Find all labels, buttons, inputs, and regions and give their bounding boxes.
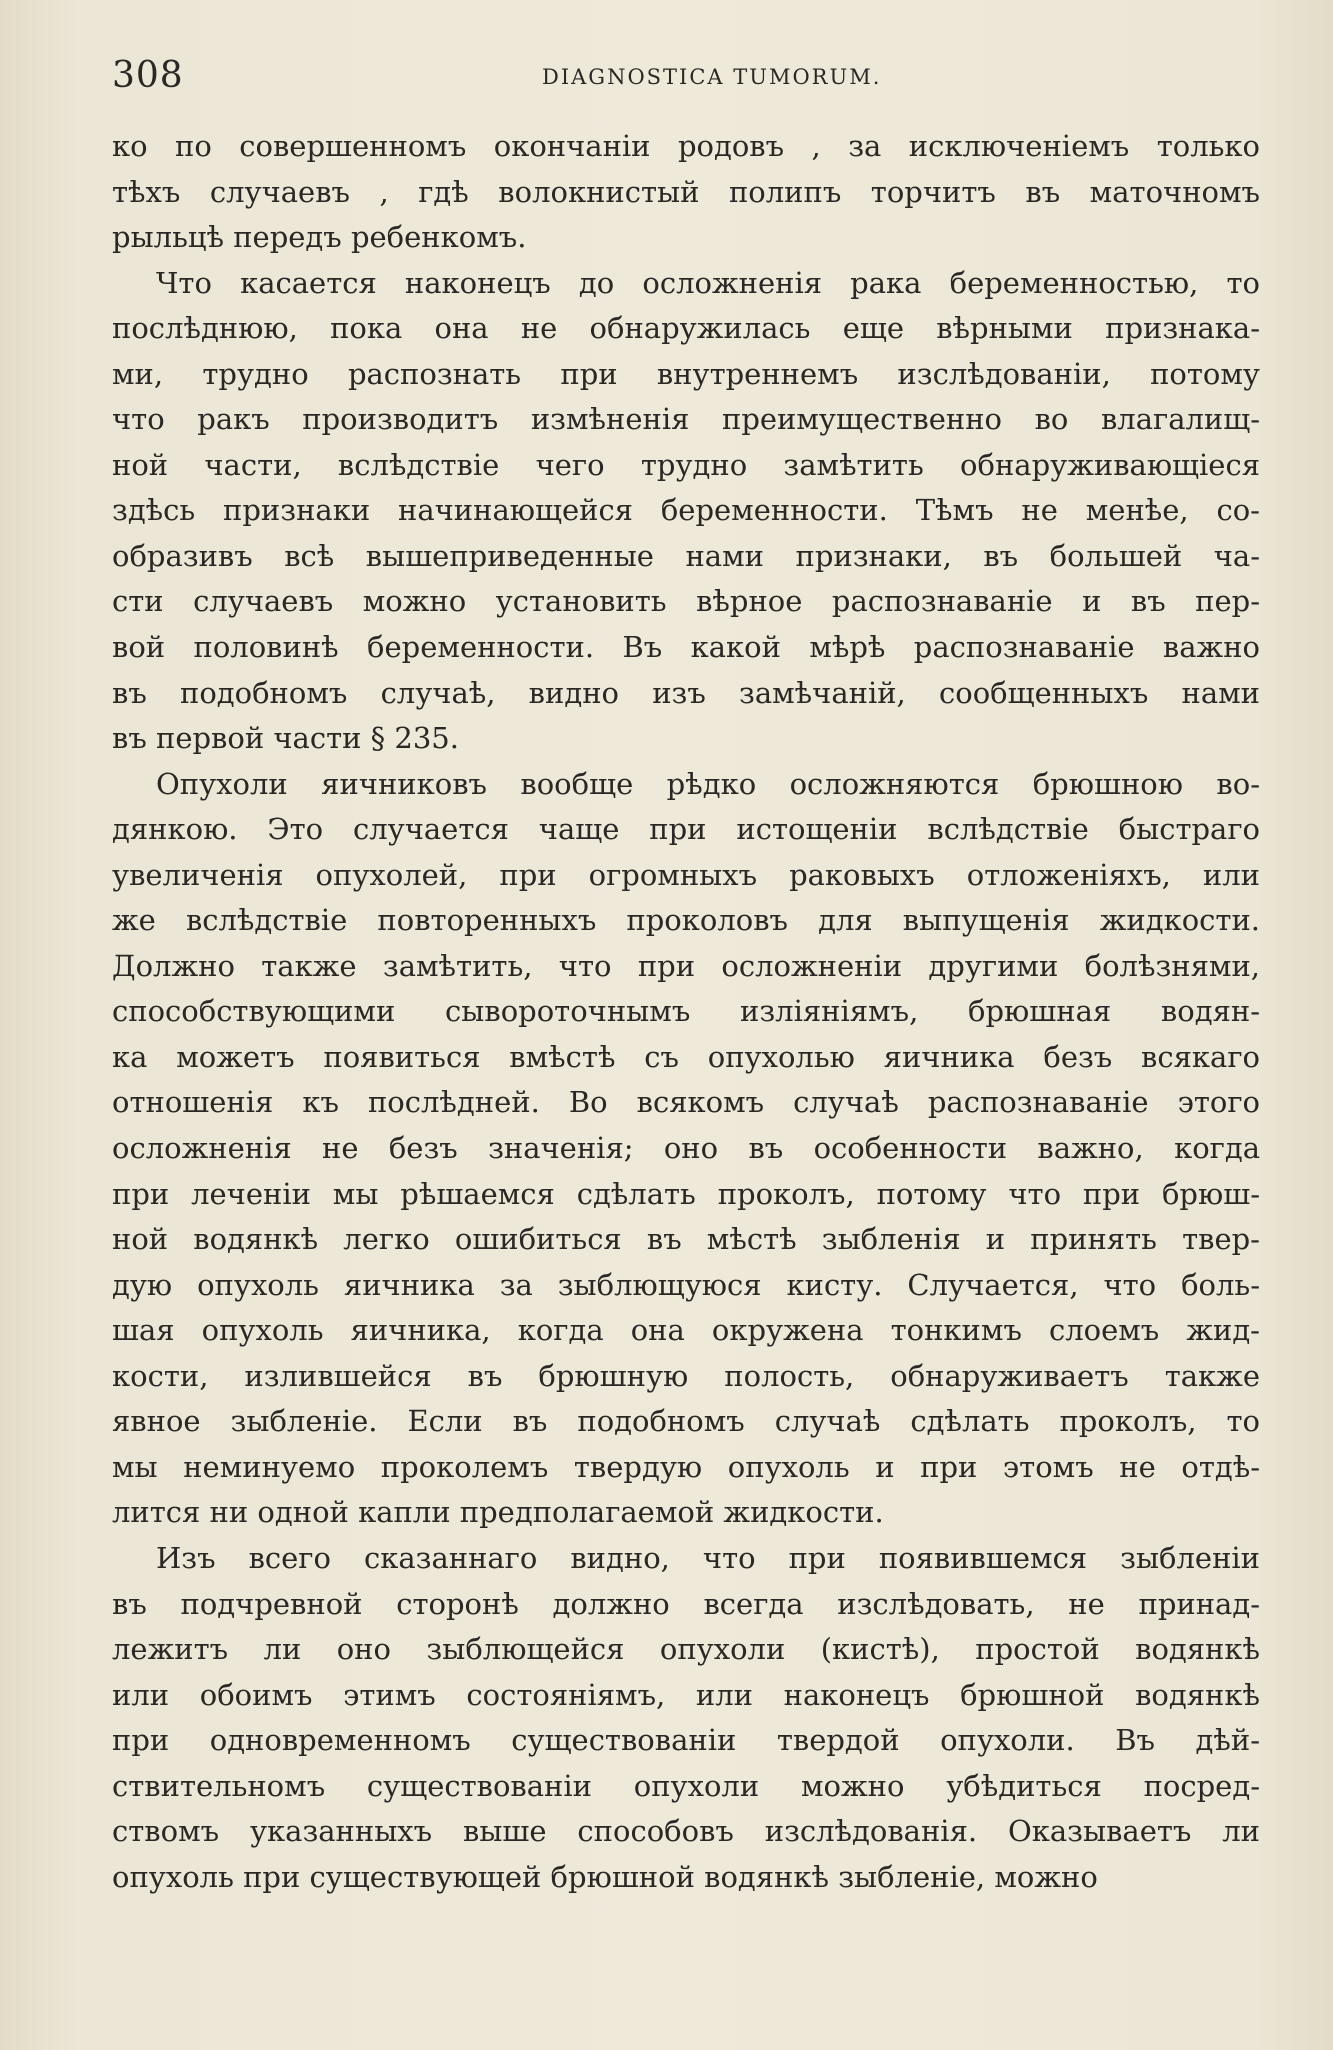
text-line: послѣднюю, пока она не обнаружилась еще вѣрными признака-: [112, 311, 1260, 346]
text-line: при леченiи мы рѣшаемся сдѣлать проколъ, потому что при брюш-: [112, 1176, 1260, 1211]
text-line: ми, трудно распознать при внутреннемъ изслѣдованiи, потому: [112, 356, 1260, 391]
text-line: въ первой части § 235.: [112, 721, 459, 756]
text-line: кости, излившейся въ брюшную полость, обнаруживаетъ также: [112, 1358, 1260, 1393]
text-line: при одновременномъ существованiи твердой опухоли. Въ дѣй-: [112, 1723, 1260, 1758]
text-line: шая опухоль яичника, когда она окружена тонкимъ слоемъ жид-: [112, 1313, 1260, 1348]
text-line: ко по совершенномъ окончанiи родовъ , за исключенiемъ только: [112, 129, 1260, 163]
paragraph: [112, 124, 1260, 261]
text-line: Что касается наконецъ до осложненiя рака беременностью, то: [156, 265, 1260, 300]
text-line: лежитъ ли оно зыблющейся опухоли (кистѣ), простой водянкѣ: [112, 1632, 1260, 1667]
text-line: явное зыбленiе. Если въ подобномъ случаѣ сдѣлать проколъ, то: [112, 1404, 1260, 1439]
paragraph: [112, 762, 1260, 1536]
text-line: или обоимъ этимъ состоянiямъ, или наконецъ брюшной водянкѣ: [112, 1677, 1260, 1712]
text-line: ствомъ указанныхъ выше способовъ изслѣдованiя. Оказываетъ ли: [112, 1814, 1260, 1849]
text-line: мы неминуемо проколемъ твердую опухоль и при этомъ не отдѣ-: [112, 1449, 1260, 1484]
text-line: отношенiя къ послѣдней. Во всякомъ случаѣ распознаванiе этого: [112, 1085, 1260, 1120]
page-number: 308: [112, 55, 184, 96]
running-head: DIAGNOSTICA TUMORUM.: [542, 65, 882, 89]
text-line: увеличенiя опухолей, при огромныхъ раковыхъ отложенiяхъ, или: [112, 857, 1260, 892]
text-line: въ подчревной сторонѣ должно всегда изслѣдовать, не принад-: [112, 1586, 1260, 1621]
text-line: дянкою. Это случается чаще при истощенiи вслѣдствiе быстраго: [112, 812, 1260, 847]
text-line: здѣсь признаки начинающейся беременности. Тѣмъ не менѣе, со-: [112, 493, 1260, 528]
text-line: ной части, вслѣдствiе чего трудно замѣтить обнаруживающiеся: [112, 447, 1260, 482]
text-line: тѣхъ случаевъ , гдѣ волокнистый полипъ торчитъ въ маточномъ: [112, 174, 1260, 209]
paragraph: [112, 261, 1260, 762]
text-line: опухоль при существующей брюшной водянкѣ зыбленiе, можно: [112, 1859, 1098, 1894]
text-line: способствующими сывороточнымъ излiянiямъ, брюшная водян-: [112, 994, 1260, 1029]
text-line: въ подобномъ случаѣ, видно изъ замѣчанiй, сообщенныхъ нами: [112, 675, 1260, 710]
text-line: вой половинѣ беременности. Въ какой мѣрѣ распознаванiе важно: [112, 630, 1260, 665]
paragraph: [112, 1536, 1260, 1900]
text-line: Опухоли яичниковъ вообще рѣдко осложняются брюшною во-: [156, 766, 1260, 801]
text-line: осложненiя не безъ значенiя; оно въ особенности важно, когда: [112, 1131, 1260, 1166]
text-line: ной водянкѣ легко ошибиться въ мѣстѣ зыбленiя и принять твер-: [112, 1222, 1260, 1257]
text-line: ствительномъ существованiи опухоли можно убѣдиться посред-: [112, 1768, 1260, 1803]
text-line: образивъ всѣ вышеприведенные нами признаки, въ большей ча-: [112, 538, 1260, 573]
text-line: рыльцѣ передъ ребенкомъ.: [112, 220, 527, 255]
text-line: ка можетъ появиться вмѣстѣ съ опухолью яичника безъ всякаго: [112, 1039, 1260, 1074]
text-line: же вслѣдствiе повторенныхъ проколовъ для выпущенiя жидкости.: [112, 903, 1260, 938]
body-text: [112, 124, 1260, 1900]
text-line: лится ни одной капли предполагаемой жидкости.: [112, 1495, 884, 1530]
text-line: сти случаевъ можно установить вѣрное распознаванiе и въ пер-: [112, 584, 1260, 619]
text-line: Должно также замѣтить, что при осложненiи другими болѣзнями,: [112, 948, 1260, 983]
text-line: что ракъ производитъ измѣненiя преимущественно во влагалищ-: [112, 402, 1260, 437]
text-line: Изъ всего сказаннаго видно, что при появившемся зыбленiи: [156, 1540, 1260, 1575]
text-line: дую опухоль яичника за зыблющуюся кисту. Случается, что боль-: [112, 1267, 1260, 1302]
page-header: [112, 52, 1262, 102]
